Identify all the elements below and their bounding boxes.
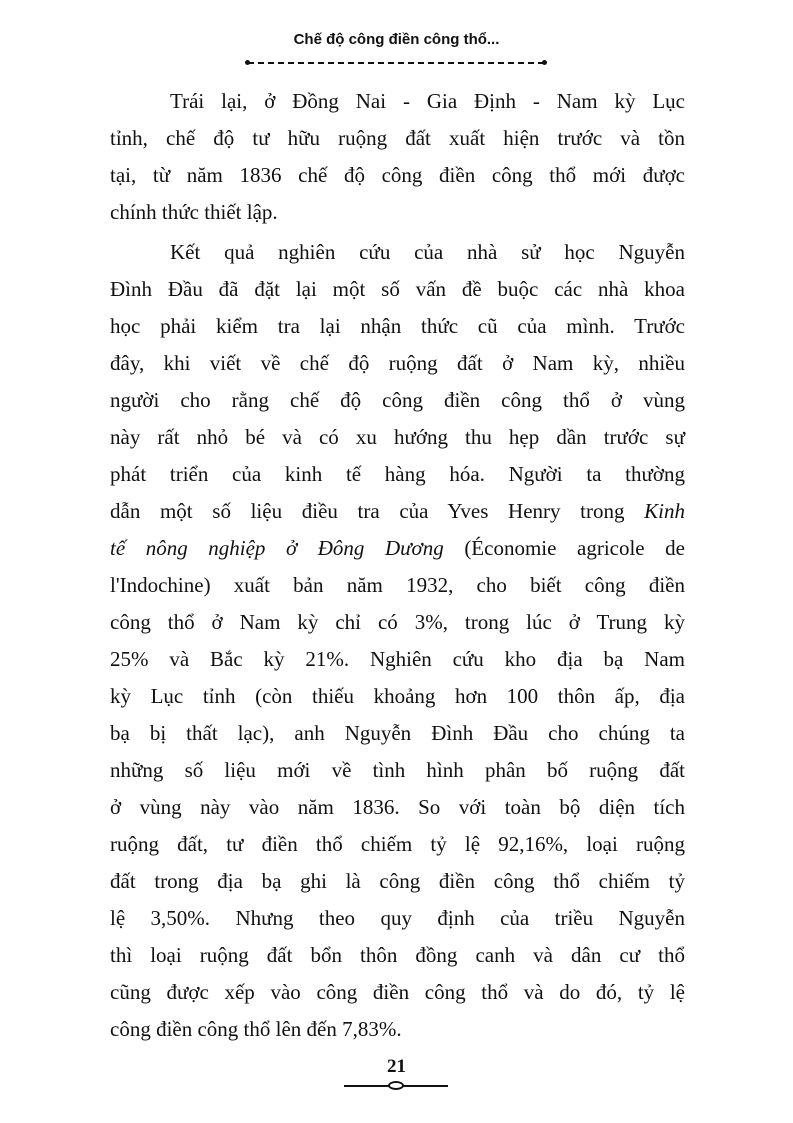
line-text: Đình Đầu đã đặt lại một số vấn đề buộc các nhà khoa: [110, 277, 685, 301]
line-text: tỉnh, chế độ tư hữu ruộng đất xuất hiện trước và tồn: [110, 126, 685, 150]
text-line: [110, 234, 685, 271]
text-line: [110, 567, 685, 604]
header-divider: [248, 62, 544, 64]
text-line: [110, 382, 685, 419]
text-line: [110, 493, 685, 530]
paragraph: [110, 83, 685, 231]
text-line: [110, 345, 685, 382]
text-line: [110, 752, 685, 789]
line-text: ruộng đất, tư điền thổ chiếm tỷ lệ 92,16%, loại ruộng: [110, 832, 685, 856]
text-line: [110, 789, 685, 826]
line-text: Trái lại, ở Đồng Nai - Gia Định - Nam kỳ Lục: [170, 89, 685, 113]
line-text: kỳ Lục tỉnh (còn thiếu khoảng hơn 100 thôn ấp, địa: [110, 684, 685, 708]
line-text: tại, từ năm 1836 chế độ công điền công thổ mới được: [110, 163, 685, 187]
line-text: phát triển của kinh tế hàng hóa. Người ta thường: [110, 462, 685, 486]
text-line: [110, 530, 685, 567]
line-text: công điền công thổ lên đến 7,83%.: [110, 1017, 402, 1041]
text-line: [110, 157, 685, 194]
paragraph: [110, 234, 685, 1048]
text-line: [110, 194, 685, 231]
running-header: [0, 30, 793, 50]
line-text: (Économie agricole de: [443, 536, 685, 560]
text-line: [110, 937, 685, 974]
page-number: 21: [387, 1056, 406, 1077]
line-text: dẫn một số liệu điều tra của Yves Henry trong: [110, 499, 645, 523]
text-line: [110, 826, 685, 863]
text-line: [110, 456, 685, 493]
text-line: [110, 641, 685, 678]
line-text: bạ bị thất lạc), anh Nguyễn Đình Đầu cho chúng ta: [110, 721, 685, 745]
text-line: [110, 604, 685, 641]
italic-title-text: Kinh: [644, 499, 685, 523]
line-text: những số liệu mới về tình hình phân bố ruộng đất: [110, 758, 685, 782]
line-text: đất trong địa bạ ghi là công điền công thổ chiếm tỷ: [110, 869, 685, 893]
line-text: 25% và Bắc kỳ 21%. Nghiên cứu kho địa bạ Nam: [110, 647, 685, 671]
line-text: ở vùng này vào năm 1836. So với toàn bộ diện tích: [110, 795, 685, 819]
text-line: [110, 271, 685, 308]
line-text: công thổ ở Nam kỳ chỉ có 3%, trong lúc ở Trung kỳ: [110, 610, 685, 634]
line-text: học phải kiểm tra lại nhận thức cũ của mình. Trước: [110, 314, 685, 338]
text-line: [110, 678, 685, 715]
text-line: [110, 308, 685, 345]
italic-title-text: tế nông nghiệp ở Đông Dương: [110, 536, 444, 560]
running-header-title: Chế độ công điền công thổ...: [293, 31, 500, 48]
text-line: [110, 1011, 685, 1048]
text-line: [110, 419, 685, 456]
line-text: Kết quả nghiên cứu của nhà sử học Nguyễn: [170, 240, 685, 264]
line-text: đây, khi viết về chế độ ruộng đất ở Nam kỳ, nhiều: [110, 351, 685, 375]
text-line: [110, 974, 685, 1011]
line-text: người cho rằng chế độ công điền công thổ ở vùng: [110, 388, 685, 412]
line-text: này rất nhỏ bé và có xu hướng thu hẹp dần trước sự: [110, 425, 685, 449]
line-text: cũng được xếp vào công điền công thổ và do đó, tỷ lệ: [110, 980, 685, 1004]
line-text: thì loại ruộng đất bổn thôn đồng canh và dân cư thổ: [110, 943, 685, 967]
line-text: lệ 3,50%. Nhưng theo quy định của triều Nguyễn: [110, 906, 685, 930]
text-line: [110, 900, 685, 937]
text-line: [110, 715, 685, 752]
text-line: [110, 83, 685, 120]
page-number-ornament-icon: [388, 1081, 404, 1090]
text-line: [110, 863, 685, 900]
body-text: [110, 83, 685, 1051]
text-line: [110, 120, 685, 157]
line-text: chính thức thiết lập.: [110, 200, 278, 224]
line-text: l'Indochine) xuất bản năm 1932, cho biết công điền: [110, 573, 685, 597]
